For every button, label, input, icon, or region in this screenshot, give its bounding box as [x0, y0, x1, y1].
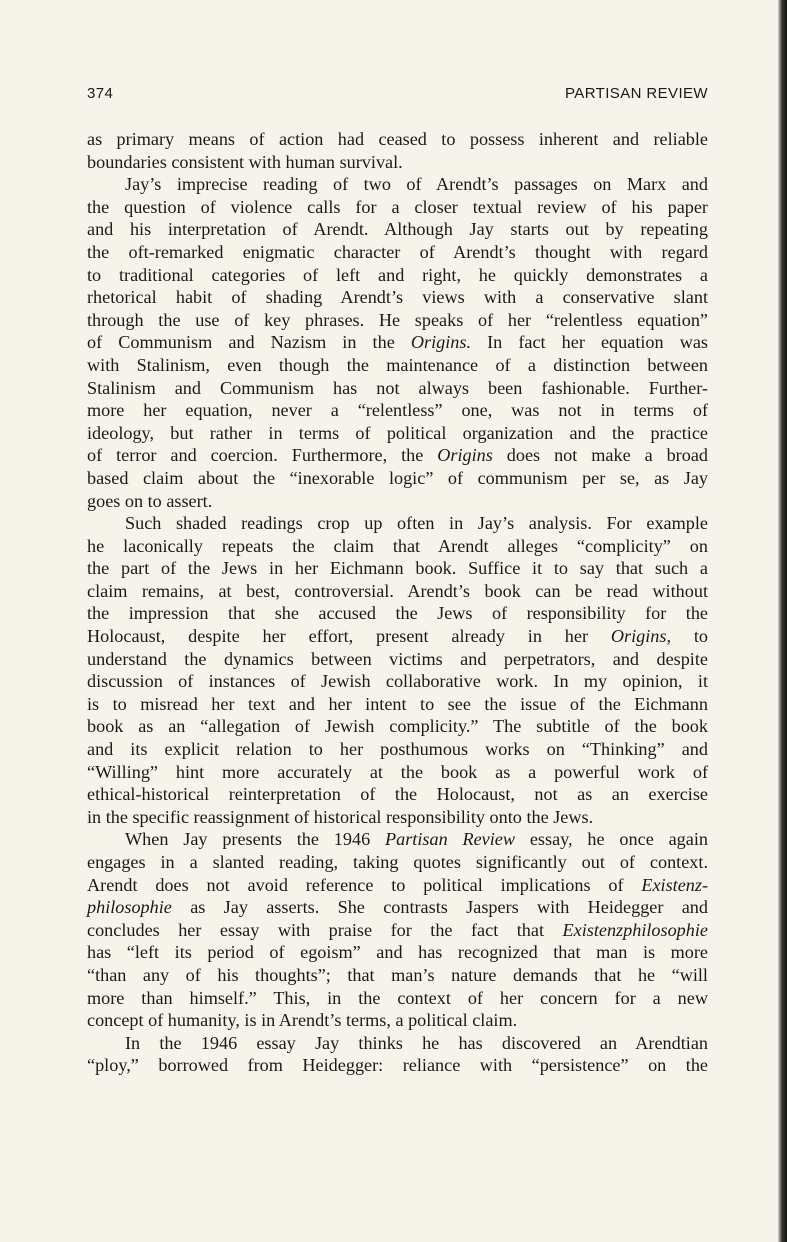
text-line: to traditional categories of left and right, he quickly demonstrates a: [87, 264, 708, 285]
text-line: based claim about the “inexorable logic” of communism per se, as Jay: [87, 467, 708, 488]
text-line: more her equation, never a “relentless” one, was not in terms of: [87, 400, 708, 421]
text-line: in the specific reassignment of historical responsibility onto the Jews.: [87, 806, 594, 827]
body-text: [87, 128, 708, 1077]
text-line: engages in a slanted reading, taking quotes significantly out of context.: [87, 852, 708, 872]
text-line: with Stalinism, even though the maintenance of a distinction between: [87, 354, 708, 375]
text-line: discussion of instances of Jewish collaborative work. In my opinion, it: [87, 671, 708, 692]
text-line: “than any of his thoughts”; that man’s nature demands that he “will: [87, 964, 708, 985]
text-line: Such shaded readings crop up often in Jay’s analysis. For example: [125, 513, 708, 534]
text-line: the oft-remarked enigmatic character of Arendt’s thought with regard: [87, 241, 708, 262]
text-line: of Communism and Nazism in the Origins. In fact her equation was: [87, 332, 708, 353]
journal-title: PARTISAN REVIEW: [565, 85, 708, 102]
text-line: “ploy,” borrowed from Heidegger: reliance with “persistence” on the: [87, 1055, 708, 1076]
text-line: “Willing” hint more accurately at the book as a powerful work of: [87, 761, 708, 782]
text-line: boundaries consistent with human survival.: [87, 151, 403, 172]
text-line: book as an “allegation of Jewish complicity.” The subtitle of the book: [87, 716, 708, 737]
text-line: and its explicit relation to her posthumous works on “Thinking” and: [87, 739, 708, 760]
text-line: When Jay presents the 1946 Partisan Review essay, he once again: [125, 829, 708, 850]
text-line: has “left its period of egoism” and has recognized that man is more: [87, 942, 708, 963]
text-line: In the 1946 essay Jay thinks he has discovered an Arendtian: [125, 1032, 708, 1053]
text-line: Jay’s imprecise reading of two of Arendt’s passages on Marx and: [125, 174, 708, 195]
text-line: understand the dynamics between victims and perpetrators, and despite: [87, 648, 708, 669]
text-line: and his interpretation of Arendt. Although Jay starts out by repeating: [87, 219, 708, 240]
page-number: 374: [87, 85, 114, 102]
text-line: the part of the Jews in her Eichmann book. Suffice it to say that such a: [87, 558, 708, 579]
running-head: [87, 85, 708, 107]
text-line: the question of violence calls for a closer textual review of his paper: [87, 196, 708, 217]
text-line: is to misread her text and her intent to see the issue of the Eichmann: [87, 693, 708, 714]
text-line: as primary means of action had ceased to possess inherent and reliable: [87, 129, 708, 149]
text-line: through the use of key phrases. He speaks of her “relentless equation”: [87, 309, 708, 330]
text-line: philosophie as Jay asserts. She contrasts Jaspers with Heidegger and: [87, 897, 708, 918]
text-line: concludes her essay with praise for the fact that Existenzphilosophie: [87, 919, 708, 940]
text-line: Arendt does not avoid reference to political implications of Existenz-: [87, 874, 708, 895]
text-line: of terror and coercion. Furthermore, the Origins does not make a broad: [87, 445, 708, 466]
text-line: ideology, but rather in terms of political organization and the practice: [87, 422, 708, 443]
text-line: Stalinism and Communism has not always been fashionable. Further-: [87, 377, 708, 398]
text-line: more than himself.” This, in the context of her concern for a new: [87, 987, 708, 1008]
text-line: rhetorical habit of shading Arendt’s views with a conservative slant: [87, 287, 708, 308]
text-line: claim remains, at best, controversial. Arendt’s book can be read without: [87, 580, 708, 601]
text-line: concept of humanity, is in Arendt’s terms, a political claim.: [87, 1010, 518, 1031]
page-edge-shadow: [778, 0, 787, 1242]
text-line: goes on to assert.: [87, 490, 213, 511]
text-line: the impression that she accused the Jews of responsibility for the: [87, 603, 708, 624]
text-line: Holocaust, despite her effort, present already in her Origins, to: [87, 626, 708, 647]
text-line: he laconically repeats the claim that Arendt alleges “complicity” on: [87, 535, 708, 556]
text-line: ethical-historical reinterpretation of the Holocaust, not as an exercise: [87, 784, 708, 805]
